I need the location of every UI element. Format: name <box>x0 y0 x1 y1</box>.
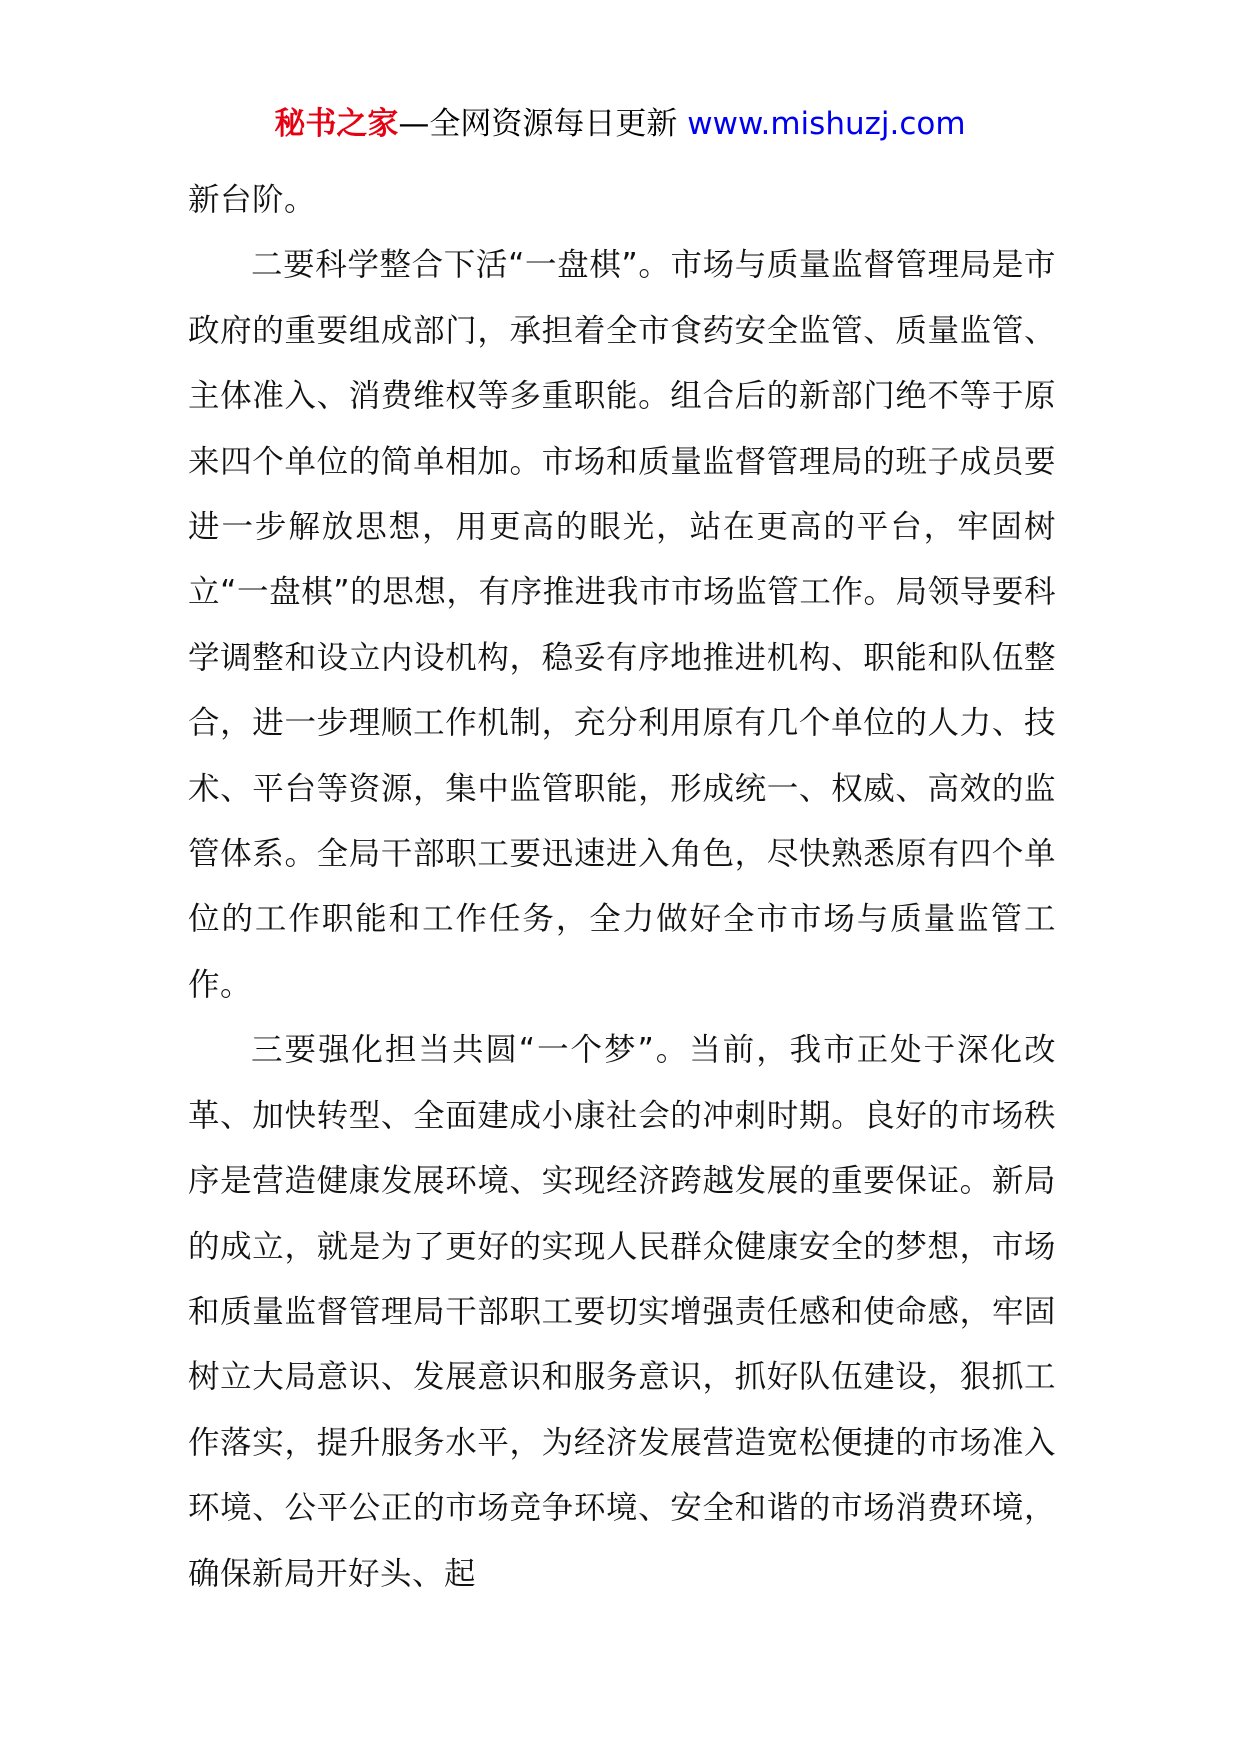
paragraph-second-point: 二要科学整合下活“一盘棋”。市场与质量监督管理局是市政府的重要组成部门，承担着全市食药安全监管、质量监管、主体准入、消费维权等多重职能。组合后的新部门绝不等于原来四个单位的简单相加。市场和质量监督管理局的班子成员要进一步解放思想，用更高的眼光，站在更高的平台，牢固树立“一盘棋”的思想，有序推进我市市场监管工作。局领导要科学调整和设立内设机构，稳妥有序地推进机构、职能和队伍整合，进一步理顺工作机制，充分利用原有几个单位的人力、技术、平台等资源，集中监管职能，形成统一、权威、高效的监管体系。全局干部职工要迅速进入角色，尽快熟悉原有四个单位的工作职能和工作任务，全力做好全市市场与质量监管工作。 <box>188 247 1056 1003</box>
header-tagline: —全网资源每日更新 <box>398 106 688 142</box>
site-header <box>0 102 1240 146</box>
brand-name: 秘书之家 <box>274 106 399 142</box>
paragraph-third-point: 三要强化担当共圆“一个梦”。当前，我市正处于深化改革、加快转型、全面建成小康社会的冲刺时期。良好的市场秩序是营造健康发展环境、实现经济跨越发展的重要保证。新局的成立，就是为了更好的实现人民群众健康安全的梦想，市场和质量监督管理局干部职工要切实增强责任感和使命感，牢固树立大局意识、发展意识和服务意识，抓好队伍建设，狠抓工作落实，提升服务水平，为经济发展营造宽松便捷的市场准入环境、公平公正的市场竞争环境、安全和谐的市场消费环境，确保新局开好头、起 <box>188 1032 1056 1592</box>
site-url-link[interactable]: www.mishuzj.com <box>687 106 966 142</box>
document-body <box>188 168 1056 1607</box>
paragraph-continuation: 新台阶。 <box>188 182 317 218</box>
